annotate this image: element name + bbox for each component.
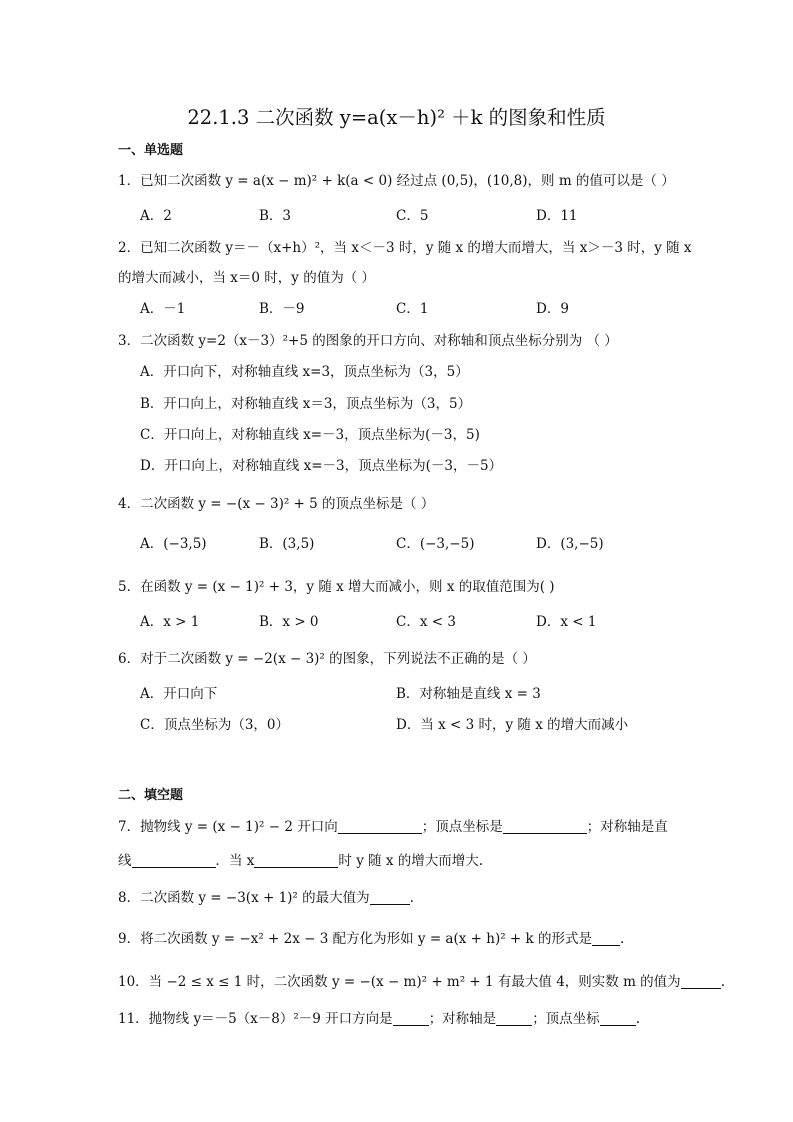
question-11-blank-3[interactable] <box>600 1011 636 1026</box>
question-1-option-d: D．11 <box>536 208 578 224</box>
question-2-option-c: C．1 <box>396 301 429 317</box>
question-5-stem: 5．在函数 y = (x − 1)² + 3，y 随 x 增大而减小，则 x 的取值范围为( ) <box>118 579 555 595</box>
question-8 <box>118 889 414 907</box>
question-1-stem: 1．已知二次函数 y = a(x − m)² + k(a < 0) 经过点 (0,5)，(10,8)，则 m 的值可以是（ ） <box>118 173 675 189</box>
question-11-blank-2[interactable] <box>496 1011 532 1026</box>
question-5-option-c: C．x < 3 <box>396 614 456 630</box>
question-7-text-2: ；顶点坐标是 <box>421 819 503 835</box>
question-8-period: . <box>409 890 414 906</box>
question-10-text: 10．当 −2 ≤ x ≤ 1 时，二次函数 y = −(x − m)² + m² + 1 有最大值 4，则实数 m 的值为 <box>118 974 681 990</box>
question-10 <box>118 973 725 991</box>
question-9 <box>118 930 624 948</box>
question-10-period: . <box>720 974 725 990</box>
question-11-text-3: ；顶点坐标 <box>532 1011 600 1027</box>
question-11-text-1: 11．抛物线 y＝－5（x－8）²－9 开口方向是 <box>118 1011 393 1027</box>
question-6-option-d: D．当 x < 3 时，y 随 x 的增大而减小 <box>396 717 629 733</box>
question-8-text: 8．二次函数 y = −3(x + 1)² 的最大值为 <box>118 890 370 906</box>
question-9-period: . <box>619 931 625 947</box>
question-7-text-6: 时 y 随 x 的增大而增大. <box>338 853 484 869</box>
question-3-option-b: B．开口向上，对称轴直线 x＝3，顶点坐标为（3，5） <box>140 396 472 412</box>
question-7-blank-1[interactable] <box>338 819 422 834</box>
question-5-option-b: B．x > 0 <box>259 614 319 630</box>
question-1-option-a: A．2 <box>140 208 172 224</box>
question-11-blank-1[interactable] <box>393 1011 429 1026</box>
question-2-stem-line2: 的增大而减小，当 x＝0 时，y 的值为（ ） <box>118 270 375 286</box>
question-7-blank-4[interactable] <box>254 853 338 868</box>
question-7-text-4: 线 <box>118 853 132 869</box>
question-4-option-d: D．(3,−5) <box>536 536 604 552</box>
question-3-option-d: D．开口向上，对称轴直线 x=－3，顶点坐标为(－3，－5） <box>140 458 503 474</box>
question-10-blank[interactable] <box>681 974 721 989</box>
question-5-option-d: D．x < 1 <box>536 614 597 630</box>
question-7-text-3: ；对称轴是直 <box>586 819 668 835</box>
question-9-blank[interactable] <box>592 931 620 946</box>
question-7-text-1: 7．抛物线 y = (x − 1)² − 2 开口向 <box>118 819 338 835</box>
question-4-option-c: C．(−3,−5) <box>396 536 475 552</box>
question-7-text-5: ．当 x <box>215 853 255 869</box>
question-5-option-a: A．x > 1 <box>140 614 200 630</box>
page-title: 22.1.3 二次函数 y=a(x－h)² ＋k 的图象和性质 <box>187 106 606 129</box>
question-4-option-a: A．(−3,5) <box>140 536 207 552</box>
question-2-option-b: B．－9 <box>259 301 305 317</box>
question-3-option-a: A．开口向下，对称轴直线 x=3，顶点坐标为（3，5） <box>140 364 469 380</box>
question-11-period: . <box>635 1011 640 1027</box>
question-3-option-c: C．开口向上，对称轴直线 x=－3，顶点坐标为(－3，5) <box>140 427 480 443</box>
question-4-option-b: B．(3,5) <box>259 536 315 552</box>
question-6-stem: 6．对于二次函数 y = −2(x − 3)² 的图象，下列说法不正确的是（ ） <box>118 651 536 667</box>
question-8-blank[interactable] <box>370 890 410 905</box>
section-heading-fill-blank: 二、填空题 <box>118 788 184 803</box>
question-6-option-b: B．对称轴是直线 x = 3 <box>396 686 541 702</box>
question-7-blank-3[interactable] <box>132 853 216 868</box>
question-7-line1 <box>118 818 668 836</box>
question-3-stem: 3．二次函数 y=2（x－3）²+5 的图象的开口方向、对称轴和顶点坐标分别为 （ ） <box>118 333 618 349</box>
question-2-option-d: D．9 <box>536 301 569 317</box>
question-6-option-a: A．开口向下 <box>140 686 218 702</box>
question-1-option-b: B．3 <box>259 208 292 224</box>
question-7-line2 <box>118 852 483 870</box>
question-6-option-c: C．顶点坐标为（3，0） <box>140 717 290 733</box>
question-11-text-2: ；对称轴是 <box>428 1011 497 1027</box>
question-11 <box>118 1010 640 1028</box>
question-4-stem: 4．二次函数 y = −(x − 3)² + 5 的顶点坐标是（ ） <box>118 496 435 512</box>
question-7-blank-2[interactable] <box>503 819 587 834</box>
question-2-option-a: A．－1 <box>140 301 186 317</box>
question-9-text: 9．将二次函数 y = −x² + 2x − 3 配方化为形如 y = a(x + h)² + k 的形式是 <box>118 931 592 947</box>
question-2-stem-line1: 2．已知二次函数 y＝－（x+h）²，当 x＜－3 时，y 随 x 的增大而增大，当 x＞－3 时，y 随 x <box>118 240 692 256</box>
section-heading-single-choice: 一、单选题 <box>118 143 184 158</box>
question-1-option-c: C．5 <box>396 208 429 224</box>
